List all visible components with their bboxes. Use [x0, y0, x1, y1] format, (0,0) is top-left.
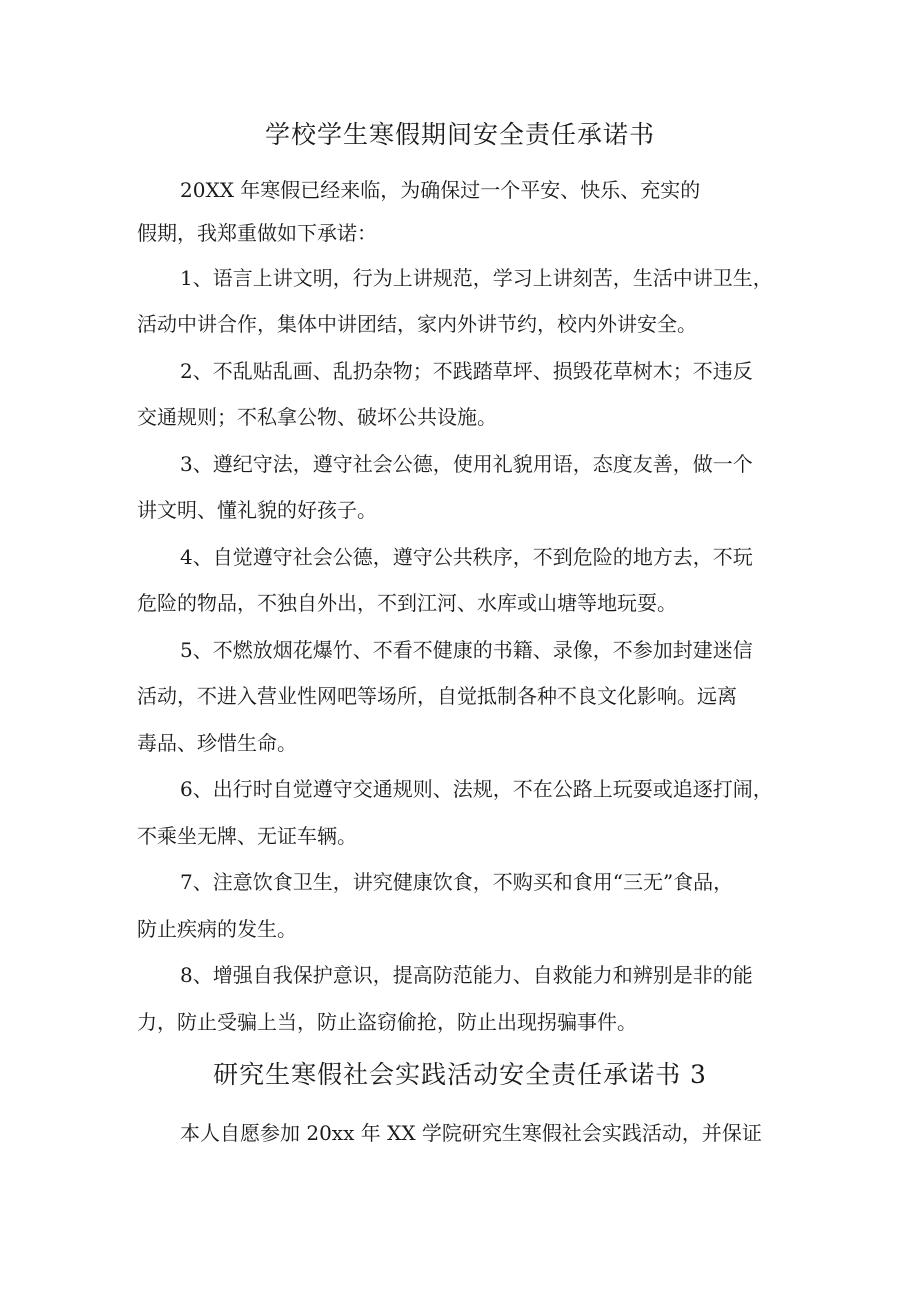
item-3-line-1: 3、遵纪守法，遵守社会公德，使用礼貌用语，态度友善，做一个	[180, 452, 753, 476]
outro-line: 本人自愿参加 20xx 年 XX 学院研究生寒假社会实践活动，并保证	[180, 1121, 762, 1145]
item-3-line-2: 讲文明、懂礼貌的好孩子。	[137, 498, 377, 522]
item-1-line-2: 活动中讲合作，集体中讲团结，家内外讲节约，校内外讲安全。	[137, 312, 697, 336]
item-5-line-3: 毒品、珍惜生命。	[137, 731, 297, 755]
item-8-line-1: 8、增强自我保护意识，提高防范能力、自救能力和辨别是非的能	[180, 963, 753, 987]
document-title: 学校学生寒假期间安全责任承诺书	[264, 120, 655, 149]
item-5-line-2: 活动，不进入营业性网吧等场所，自觉抵制各种不良文化影响。远离	[137, 684, 737, 708]
item-8-line-2: 力，防止受骗上当，防止盗窃偷抢，防止出现拐骗事件。	[137, 1010, 637, 1034]
item-7-line-1: 7、注意饮食卫生，讲究健康饮食，不购买和食用“三无”食品，	[180, 870, 734, 894]
item-2-line-1: 2、不乱贴乱画、乱扔杂物；不践踏草坪、损毁花草树木；不违反	[180, 359, 753, 383]
item-6-line-1: 6、出行时自觉遵守交通规则、法规，不在公路上玩耍或追逐打闹，	[180, 777, 773, 801]
intro-line: 20XX 年寒假已经来临，为确保过一个平安、快乐、充实的	[180, 178, 701, 202]
section-title-2: 研究生寒假社会实践活动安全责任承诺书 3	[213, 1060, 707, 1089]
item-4-line-1: 4、自觉遵守社会公德，遵守公共秩序，不到危险的地方去，不玩	[180, 545, 753, 569]
intro-line: 假期，我郑重做如下承诺：	[137, 221, 377, 245]
item-1-line-1: 1、语言上讲文明，行为上讲规范，学习上讲刻苦，生活中讲卫生，	[180, 266, 773, 290]
item-2-line-2: 交通规则；不私拿公物、破坏公共设施。	[137, 405, 497, 429]
item-5-line-1: 5、不燃放烟花爆竹、不看不健康的书籍、录像，不参加封建迷信	[180, 638, 753, 662]
item-4-line-2: 危险的物品，不独自外出，不到江河、水库或山塘等地玩耍。	[137, 591, 677, 615]
item-7-line-2: 防止疾病的发生。	[137, 917, 297, 941]
item-6-line-2: 不乘坐无牌、无证车辆。	[137, 824, 357, 848]
